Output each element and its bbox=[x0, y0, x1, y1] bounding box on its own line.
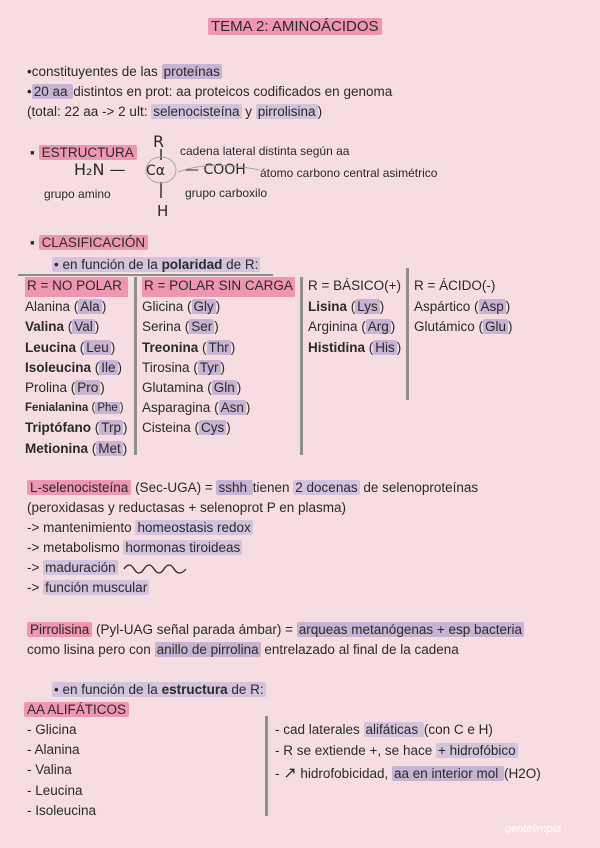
column-divider-1 bbox=[134, 277, 137, 455]
column-divider-2 bbox=[300, 277, 303, 455]
alifaticos-note-2: - R se extiende +, se hace + hidrofóbico bbox=[275, 743, 516, 758]
sidechain-note: cadena lateral distinta según aa bbox=[180, 144, 350, 158]
amino-acid-name: Lisina bbox=[308, 299, 348, 315]
amino-acid-name: Tirosina bbox=[142, 359, 190, 375]
amino-acid-code: Ile bbox=[101, 359, 116, 375]
column-header: R = ÁCIDO(-) bbox=[414, 278, 496, 293]
alifaticos-note-1: - cad laterales alifáticas (con C e H) bbox=[275, 722, 493, 737]
selenocisteina-item-3: -> maduración bbox=[27, 560, 116, 575]
amino-acid-code: Gln bbox=[213, 379, 235, 395]
alifaticos-note-3: - ↗ hidrofobicidad, aa en interior mol (H2O) bbox=[275, 763, 541, 782]
alifatico-item: - Leucina bbox=[27, 782, 83, 798]
up-arrow-icon: ↗ bbox=[283, 763, 297, 782]
amino-acid-item: Metionina ( Met ) bbox=[25, 440, 128, 456]
amino-acid-code: Phe bbox=[97, 402, 118, 415]
amino-acid-code: Trp bbox=[101, 420, 121, 436]
wavy-scribble-graphic bbox=[122, 560, 190, 576]
amino-acid-item: Fenialanina ( Phe ) bbox=[25, 402, 124, 415]
amino-acid-item: Triptófano ( Trp ) bbox=[25, 420, 128, 436]
amino-acid-name: Leucina bbox=[25, 339, 77, 355]
amino-acid-item: Lisina ( Lys ) bbox=[308, 299, 385, 315]
alifaticos-list bbox=[27, 722, 96, 823]
alifatico-item: - Alanina bbox=[27, 742, 80, 758]
estructura-heading: ▪ ESTRUCTURA bbox=[30, 145, 137, 160]
selenocisteina-item-1: -> mantenimiento homeostasis redox bbox=[27, 520, 251, 535]
formula-r: R bbox=[153, 132, 165, 151]
amino-acid-name: Serina bbox=[142, 319, 182, 335]
amino-acid-code: Pro bbox=[77, 379, 99, 395]
amino-acid-code: His bbox=[375, 339, 395, 355]
amino-acid-name: Alanina bbox=[25, 299, 71, 315]
amino-acid-name: Triptófano bbox=[25, 420, 91, 436]
selenocisteina-line-2: (peroxidasas y reductasas + selenoprot P en plasma) bbox=[27, 500, 347, 515]
amino-acid-item: Prolina ( Pro ) bbox=[25, 379, 105, 395]
amino-acid-code: Cys bbox=[201, 420, 225, 436]
amino-acid-name: Aspártico bbox=[414, 299, 471, 315]
amino-acid-name: Metionina bbox=[25, 440, 88, 456]
amino-acid-item: Leucina ( Leu ) bbox=[25, 339, 116, 355]
column-header: R = BÁSICO(+) bbox=[308, 278, 402, 293]
amino-acid-item: Tirosina ( Tyr ) bbox=[142, 359, 226, 375]
alifatico-item: - Isoleucina bbox=[27, 802, 97, 818]
amino-acid-code: Lys bbox=[357, 299, 378, 315]
amino-acid-code: Leu bbox=[86, 339, 109, 355]
alifatico-item: - Glicina bbox=[27, 722, 77, 737]
amino-acid-item: Valina ( Val ) bbox=[25, 319, 100, 335]
column-acido bbox=[414, 277, 513, 338]
amino-acid-item: Glicina ( Gly ) bbox=[142, 299, 221, 315]
intro-line-2: • 20 aa distintos en prot: aa proteicos codificados en genoma bbox=[27, 84, 393, 99]
formula-bonds-graphic bbox=[140, 140, 270, 210]
amino-acid-item: Histidina ( His ) bbox=[308, 339, 402, 355]
amino-group-label: grupo amino bbox=[44, 187, 111, 201]
amino-acid-name: Histidina bbox=[308, 339, 366, 355]
amino-acid-name: Glutamina bbox=[142, 379, 204, 395]
alifaticos-divider bbox=[265, 716, 268, 816]
amino-acid-code: Thr bbox=[208, 339, 229, 355]
amino-acid-item: Treonina ( Thr ) bbox=[142, 339, 236, 355]
carboxyl-group-label: grupo carboxilo bbox=[185, 186, 268, 200]
intro-line-1: •constituyentes de las proteínas bbox=[27, 64, 220, 79]
amino-acid-code: Val bbox=[74, 319, 93, 335]
amino-acid-item: Glutámico ( Glu ) bbox=[414, 319, 513, 335]
amino-acid-name: Asparagina bbox=[142, 400, 211, 416]
amino-acid-item: Isoleucina ( Ile ) bbox=[25, 359, 123, 375]
intro-line-3: (total: 22 aa -> 2 ult: selenocisteína y pirrolisina ) bbox=[27, 104, 323, 119]
structure-subheading: • en función de la estructura de R: bbox=[54, 682, 264, 697]
selenocisteina-line-1: L-selenocisteína (Sec-UGA) = sshh tienen 2 docenas de selenoproteínas bbox=[27, 480, 478, 495]
amino-acid-item: Arginina ( Arg ) bbox=[308, 319, 396, 335]
alpha-carbon-note: átomo carbono central asimétrico bbox=[260, 166, 438, 180]
amino-acid-item: Asparagina ( Asn ) bbox=[142, 400, 251, 416]
amino-acid-code: Ala bbox=[80, 299, 100, 315]
selenocisteina-item-4: -> función muscular bbox=[27, 580, 148, 595]
page-title: TEMA 2: AMINOÁCIDOS bbox=[208, 18, 382, 35]
formula-h: H bbox=[157, 202, 169, 220]
alifatico-item: - Valina bbox=[27, 762, 72, 778]
formula-carboxyl: — COOH bbox=[185, 162, 246, 178]
column-divider-3 bbox=[406, 268, 409, 400]
clasificacion-heading: ▪ CLASIFICACIÓN bbox=[30, 235, 148, 250]
amino-acid-code: Asp bbox=[480, 299, 504, 315]
polarity-underline bbox=[18, 274, 273, 276]
amino-acid-code: Met bbox=[98, 440, 121, 456]
pirrolisina-line-1: Pirrolisina (Pyl-UAG señal parada ámbar) = arqueas metanógenas + esp bacteria bbox=[27, 622, 524, 637]
column-basico bbox=[308, 277, 401, 358]
alifaticos-heading: AA ALIFÁTICOS bbox=[24, 702, 129, 717]
column-polar-sin-carga bbox=[142, 277, 295, 439]
amino-acid-name: Cisteina bbox=[142, 420, 191, 436]
amino-acid-code: Gly bbox=[193, 299, 214, 315]
amino-acid-name: Fenialanina bbox=[25, 402, 89, 415]
formula-alpha-carbon: Cα bbox=[146, 163, 166, 179]
amino-acid-name: Isoleucina bbox=[25, 359, 92, 375]
column-no-polar bbox=[25, 277, 128, 459]
amino-acid-item: Glutamina ( Gln ) bbox=[142, 379, 242, 395]
formula-amino: H₂N — bbox=[74, 160, 126, 179]
selenocisteina-item-2: -> metabolismo hormonas tiroideas bbox=[27, 540, 241, 555]
amino-acid-item: Aspártico ( Asp ) bbox=[414, 299, 511, 315]
polarity-subheading: • en función de la polaridad de R: bbox=[54, 257, 259, 272]
amino-acid-name: Treonina bbox=[142, 339, 199, 355]
amino-acid-name: Valina bbox=[25, 319, 65, 335]
amino-acid-name: Arginina bbox=[308, 319, 358, 335]
amino-acid-code: Tyr bbox=[199, 359, 219, 375]
watermark: gentelimpia bbox=[505, 823, 562, 835]
amino-acid-code: Ser bbox=[191, 319, 213, 335]
amino-acid-item: Alanina ( Ala ) bbox=[25, 299, 107, 315]
amino-acid-name: Glutámico bbox=[414, 319, 475, 335]
amino-acid-item: Cisteina ( Cys ) bbox=[142, 420, 231, 436]
amino-acid-code: Arg bbox=[367, 319, 389, 335]
column-header: R = POLAR SIN CARGA bbox=[142, 277, 295, 297]
pirrolisina-line-2: como lisina pero con anillo de pirrolina entrelazado al final de la cadena bbox=[27, 642, 459, 657]
amino-acid-item: Serina ( Ser ) bbox=[142, 319, 219, 335]
amino-acid-name: Glicina bbox=[142, 299, 184, 315]
amino-acid-code: Glu bbox=[485, 319, 507, 335]
amino-acid-name: Prolina bbox=[25, 379, 68, 395]
amino-acid-code: Asn bbox=[220, 400, 244, 416]
column-header: R = NO POLAR bbox=[25, 277, 128, 297]
